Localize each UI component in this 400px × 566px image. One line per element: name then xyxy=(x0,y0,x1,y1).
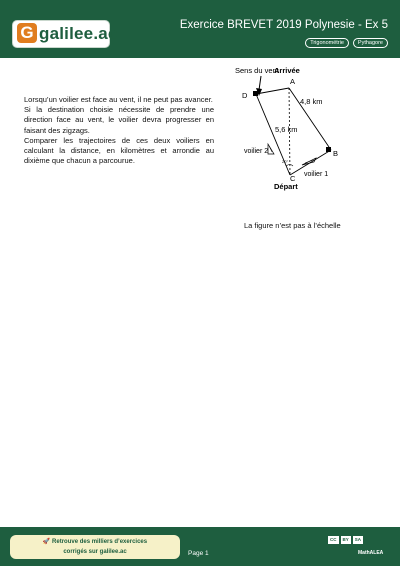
license-cc: CC xyxy=(330,537,337,542)
promo-line-2: corrigés sur galilee.ac xyxy=(63,549,127,555)
statement-paragraph-2: Si la destination choisie nécessite de prendre une direction face au vent, le voilier devra progresser en faisant des zigzags. xyxy=(24,105,214,135)
promo-link[interactable] xyxy=(10,535,180,559)
statement-paragraph-3: Comparer les trajectoires de ces deux voiliers en calculant la distance, en kilomètres et arrondie au dixième que chacun a parcourue. xyxy=(24,135,214,166)
mathalea-brand: MathALEA xyxy=(358,550,384,556)
label-point-a: A xyxy=(290,77,296,86)
statement-paragraph-1: Lorsqu’un voilier est face au vent, il ne peut pas avancer. xyxy=(24,95,213,104)
footer-bar xyxy=(0,527,400,566)
topic-tags xyxy=(305,38,388,48)
logo-text: galilee.ac xyxy=(39,24,118,43)
promo-line-1: 🚀 Retrouve des milliers d’exercices xyxy=(42,539,148,545)
tag-pythagore: Pythagore xyxy=(353,38,388,48)
license-badge[interactable] xyxy=(328,536,363,544)
galilee-logo[interactable] xyxy=(12,20,118,48)
license-sa: SA xyxy=(354,537,362,542)
label-departure: Départ xyxy=(274,182,298,191)
label-length-ac: 5,6 km xyxy=(275,125,298,134)
label-point-d: D xyxy=(242,91,248,100)
header-bar xyxy=(0,0,400,58)
page-number: Page 1 xyxy=(188,550,209,557)
license-by: BY xyxy=(342,537,349,542)
label-point-c: C xyxy=(290,174,296,183)
figure-caption: La figure n’est pas à l’échelle xyxy=(244,221,341,230)
exercise-title: Exercice BREVET 2019 Polynesie - Ex 5 xyxy=(179,19,388,31)
label-sailboat-1: voilier 1 xyxy=(304,171,329,178)
sailing-figure xyxy=(228,62,378,212)
sailboat-1-icon xyxy=(302,158,316,165)
label-point-b: B xyxy=(333,149,339,158)
label-sailboat-2: voilier 2 xyxy=(244,148,269,155)
right-angle-d xyxy=(253,91,258,96)
right-angle-b xyxy=(326,147,331,152)
label-length-ab: 4,8 km xyxy=(300,97,323,106)
tag-trigonometrie: Trigonométrie xyxy=(305,38,349,48)
sailboat-2-icon xyxy=(268,144,274,154)
exercise-statement xyxy=(24,95,214,166)
label-arrival: Arrivée xyxy=(274,66,300,75)
logo-g-icon: G xyxy=(17,23,37,43)
wind-arrow-line xyxy=(259,76,261,90)
label-wind: Sens du vent xyxy=(235,66,279,75)
label-angle: 20° xyxy=(282,159,289,164)
